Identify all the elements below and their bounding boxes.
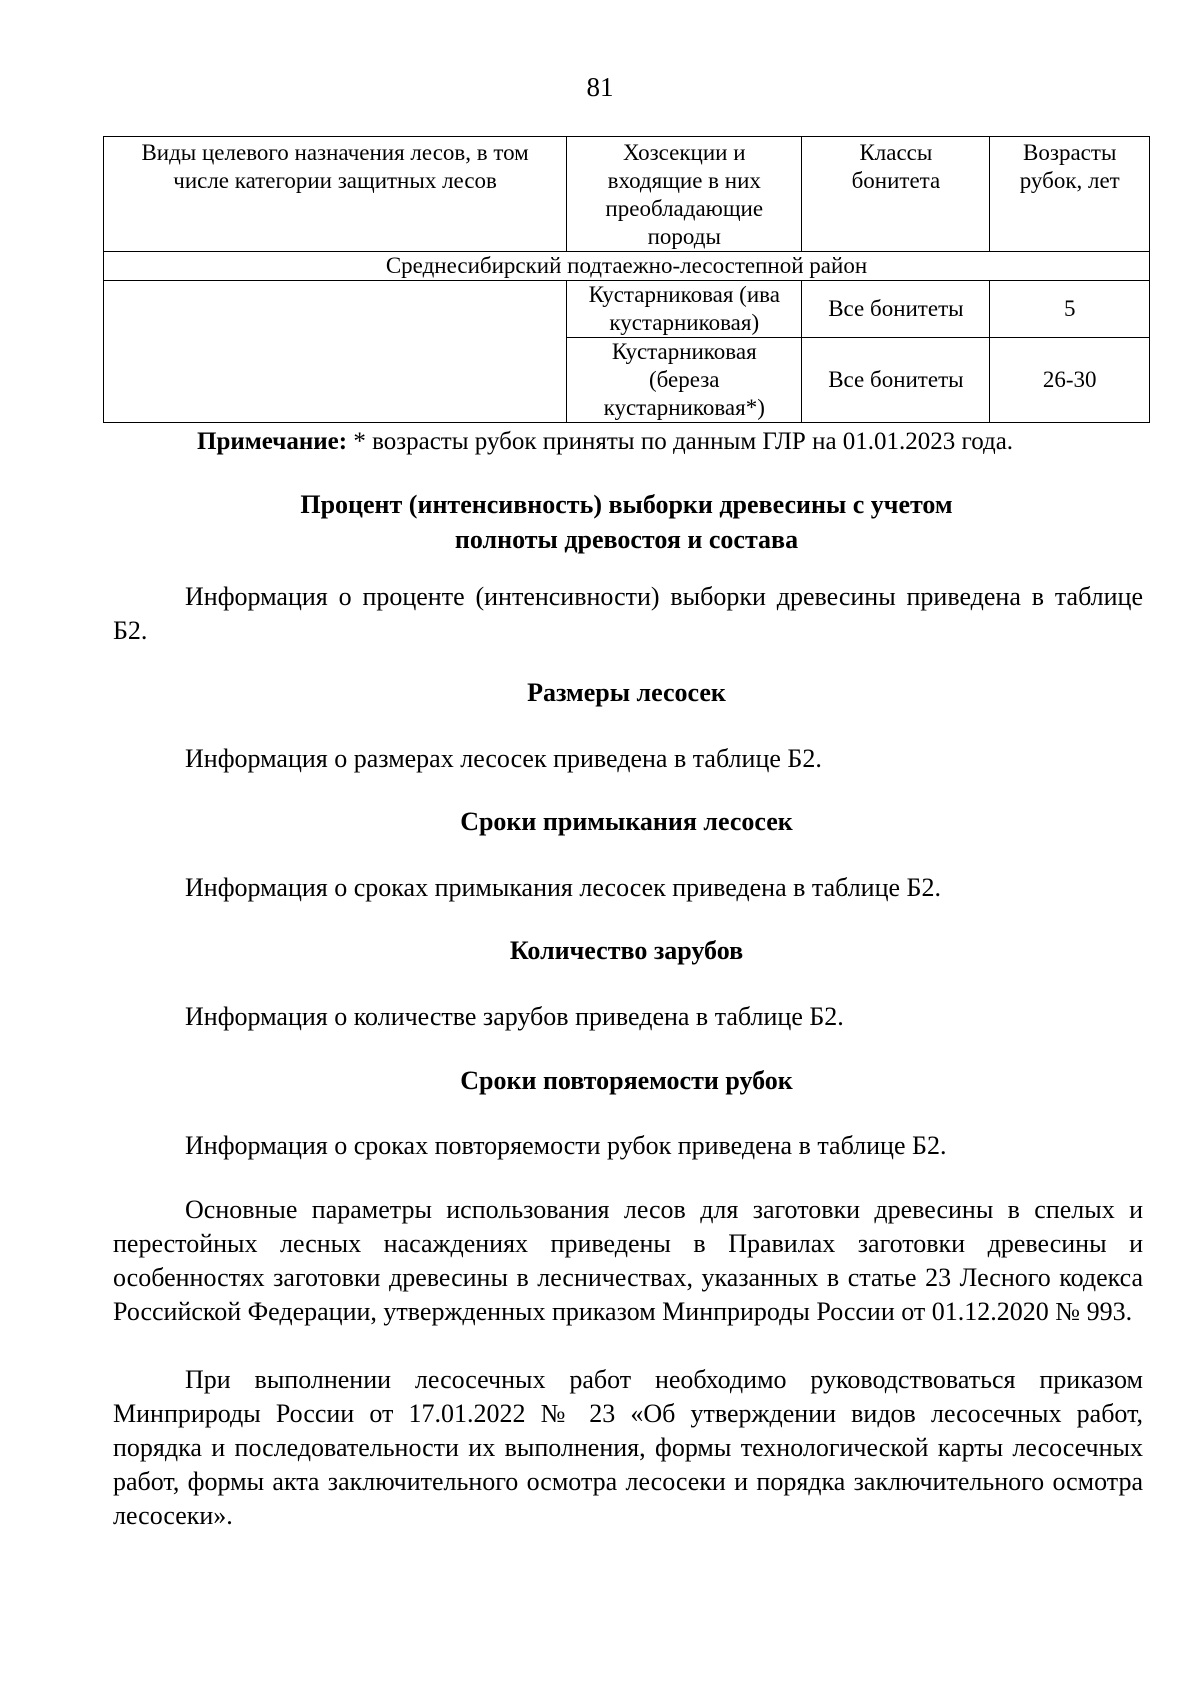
bonitet-cell: Все бонитеты [802, 338, 990, 423]
table-header-row [104, 137, 1150, 252]
section-cell: Кустарниковая (береза кустарниковая*) [567, 338, 802, 423]
note-text: * возрасты рубок приняты по данным ГЛР на 01.01.2023 года. [347, 428, 1014, 455]
section-text: Информация о проценте (интенсивности) выборки древесины приведена в таблице Б2. [113, 582, 1143, 645]
header-forest-purpose: Виды целевого назначения лесов, в том числе категории защитных лесов [104, 137, 567, 252]
section-heading: Сроки повторяемости рубок [460, 1066, 793, 1095]
age-cell: 26-30 [990, 338, 1150, 423]
section-text: Информация о количестве зарубов приведена в таблице Б2. [185, 1002, 844, 1031]
section-text: Информация о размерах лесосек приведена в таблице Б2. [185, 744, 822, 773]
table-row [104, 281, 1150, 338]
section-cell: Кустарниковая (ива кустарниковая) [567, 281, 802, 338]
section-heading: Сроки примыкания лесосек [460, 807, 793, 836]
forest-purpose-cell [104, 281, 567, 423]
header-sections: Хозсекции и входящие в них преобладающие породы [567, 137, 802, 252]
table-region-row [104, 252, 1150, 281]
header-cutting-age: Возрасты рубок, лет [990, 137, 1150, 252]
bonitet-cell: Все бонитеты [802, 281, 990, 338]
region-name: Среднесибирский подтаежно-лесостепной район [104, 252, 1150, 281]
section-heading: Количество зарубов [509, 936, 744, 965]
section-text: Информация о сроках повторяемости рубок приведена в таблице Б2. [185, 1131, 947, 1160]
age-cell: 5 [990, 281, 1150, 338]
body-paragraph: Основные параметры использования лесов для заготовки древесины в спелых и перестойных лесных насаждениях приведены в Правилах заготовки древесины и особенностях заготовки древесины в лесничествах, указанных в статье 23 Лесного кодекса Российской Федерации, утвержденных приказом Минприроды России от 01.12.2020 № 993. [113, 1195, 1143, 1326]
table-note [197, 428, 1013, 456]
section-heading: Размеры лесосек [527, 678, 726, 707]
section-text: Информация о сроках примыкания лесосек приведена в таблице Б2. [185, 873, 941, 902]
section-heading: Процент (интенсивность) выборки древесины с учетом полноты древостоя и состава [300, 490, 953, 554]
cutting-parameters-table [103, 136, 1150, 423]
body-paragraph: При выполнении лесосечных работ необходимо руководствоваться приказом Минприроды России от 17.01.2022 № 23 «Об утверждении видов лесосечных работ, порядка и последовательности их выполнения, формы технологической карты лесосечных работ, формы акта заключительного осмотра лесосеки и порядка заключительного осмотра лесосеки». [113, 1365, 1143, 1530]
note-label: Примечание: [197, 428, 348, 455]
header-bonitet: Классы бонитета [802, 137, 990, 252]
page-number: 81 [586, 72, 614, 102]
